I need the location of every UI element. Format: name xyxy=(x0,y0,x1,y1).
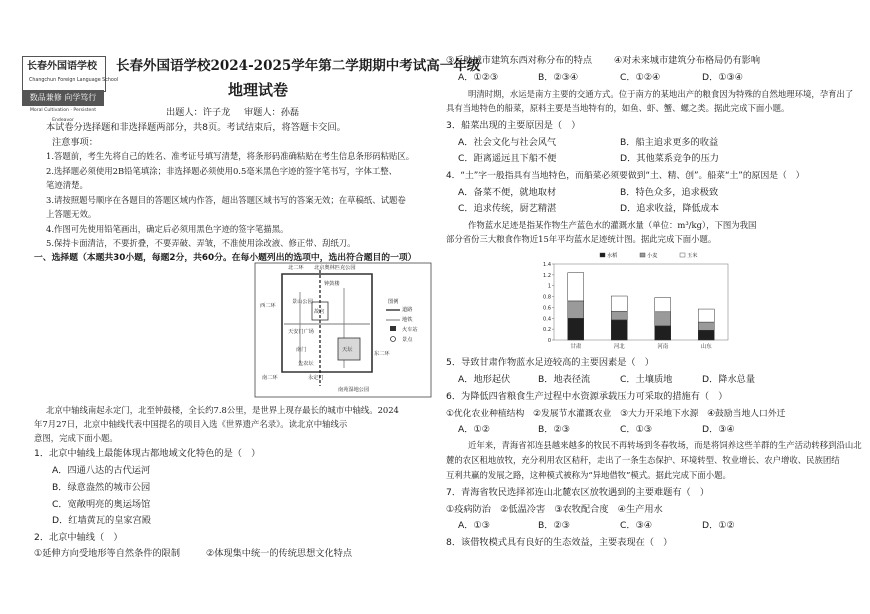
map-palace: 故宫 xyxy=(314,309,325,315)
q5-stem: 5．导致甘肃作物蓝水足迹较高的主要因素是（ ） xyxy=(446,357,654,368)
passage1-line: 意图，完成下面小题。 xyxy=(34,433,118,443)
note-line: 4.作图可先使用铅笔画出，确定后必须用黑色字迹的签字笔描黑。 xyxy=(46,224,289,234)
map-nanyuan: 南苑湿地公园 xyxy=(338,387,370,393)
bar-segment xyxy=(698,330,714,340)
x-tick-label: 甘肃 xyxy=(570,344,582,350)
map-olympic-park: 北京奥林匹克公园 xyxy=(314,265,356,271)
legend-swatch xyxy=(640,253,645,257)
y-tick-label: 1.4 xyxy=(543,262,551,268)
map-jingshan: 景山公园 xyxy=(292,299,313,305)
bar-segment xyxy=(568,273,584,301)
q1-option: D．红墙黄瓦的皇家宫殿 xyxy=(52,515,151,526)
logo-slogan: 数品兼修 向学笃行 xyxy=(22,90,104,106)
bar-segment xyxy=(611,296,627,311)
q2-option: A．①②③ xyxy=(458,72,499,83)
q6-items: ①优化农业种植结构 ②发展节水灌溉农业 ③大力开采地下水源 ④鼓励当地人口外迁 xyxy=(446,409,786,419)
subject-title: 地理试卷 xyxy=(228,81,289,99)
exam-title: 长春外国语学校2024-2025学年第二学期期中考试高一年级 xyxy=(116,58,481,74)
legend-label: 水稻 xyxy=(607,253,618,259)
reviewer-name: 审题人：孙磊 xyxy=(244,107,300,118)
legend-swatch xyxy=(600,253,605,257)
bar-segment xyxy=(611,311,627,320)
y-tick-label: 0.8 xyxy=(543,294,551,301)
q3-option: C．距离遥远且下船不便 xyxy=(458,153,557,164)
q4-option: A．备菜不便，就地取材 xyxy=(458,187,557,198)
map-yongdingmen: 永定门 xyxy=(308,375,324,381)
q4-stem: 4．“土”字一般指具有当地特色，而船菜必须要做到“土、精、创”。船菜“土”的原因是（ ） xyxy=(446,171,805,181)
map-bell-tower: 钟鼓楼 xyxy=(324,281,340,287)
passage2-line: 明清时期，水运是南方主要的交通方式。位于南方的某地出产的粮食因为特殊的自然地理环境，孕育出了 xyxy=(468,89,854,99)
map-xiannongtan: 先农坛 xyxy=(298,361,314,367)
passage1-line: 年7月27日，北京中轴线代表中国提名的项目入选《世界遗产名录》。读北京中轴线示 xyxy=(34,419,348,429)
y-tick-label: 0.2 xyxy=(543,327,551,334)
map-tiananmen: 天安门广场 xyxy=(288,329,314,335)
setter-name: 出题人：许子龙 xyxy=(166,107,231,118)
q2-option: D．①③④ xyxy=(702,72,743,83)
q1-option: A．四通八达的古代运河 xyxy=(52,465,151,476)
q7-option: B．②③ xyxy=(538,520,570,531)
q2-option: B．②③④ xyxy=(538,72,579,83)
q3-stem: 3．船菜出现的主要原因是（ ） xyxy=(446,120,581,131)
q4-option: D．追求收益，降低成本 xyxy=(620,203,719,214)
q5-option: A．地形起伏 xyxy=(458,374,511,385)
legend-metro: 地铁 xyxy=(402,317,413,323)
legend-label: 小麦 xyxy=(647,253,658,259)
passage4-line: 麓的农区租地放牧，充分利用农区秸秆，走出了一条生态保护、环境转型、牧业增长、农户增收、民族团结 xyxy=(446,455,840,465)
bar-segment xyxy=(655,312,671,326)
y-tick-label: 1.2 xyxy=(543,272,551,279)
legend-station: 火车站 xyxy=(402,327,418,333)
passage1-line: 北京中轴线南起永定门，北至钟鼓楼，全长约7.8公里，是世界上现存最长的城市中轴线。2024 xyxy=(46,405,399,415)
q2-item: ③反映城市建筑东西对称分布的特点 xyxy=(446,55,593,66)
q7-option: C．③④ xyxy=(620,520,653,531)
q6-option: B．②③ xyxy=(538,424,570,435)
q6-stem: 6．为降低四省粮食生产过程中水资源承载压力可采取的措施有（ ） xyxy=(446,391,728,402)
map-south-ring: 南二环 xyxy=(262,375,278,381)
q1-option: B．绿意盎然的城市公园 xyxy=(52,482,151,493)
x-tick-label: 河南 xyxy=(657,344,669,350)
bar-segment xyxy=(568,318,584,340)
blue-water-footprint-chart xyxy=(538,248,734,360)
q4-option: B．特色众多，追求极致 xyxy=(620,187,719,198)
q1-option: C．宽敞明亮的奥运场馆 xyxy=(52,499,151,510)
bar-segment xyxy=(568,301,584,318)
x-tick-label: 河北 xyxy=(613,344,625,350)
q2-item: ④对未来城市建筑分布格局仍有影响 xyxy=(614,55,761,66)
q5-option: C．土壤质地 xyxy=(620,374,673,385)
q2-item: ②体现集中统一的传统思想文化特点 xyxy=(206,548,353,559)
logo-name: 长春外国语学校 xyxy=(27,61,97,72)
x-tick-label: 山东 xyxy=(700,344,712,350)
y-tick-label: 1 xyxy=(547,283,551,290)
passage2-line: 具有当地特色的船菜，原料主要是当地特有的，如鱼、虾、蟹、螺之类。据此完成下面小题。 xyxy=(446,103,790,113)
note-line: 3.请按照题号顺序在各题目的答题区域内作答，超出答题区域书写的答案无效；在草稿纸、试题卷 xyxy=(46,195,406,205)
q8-stem: 8．该借牧模式具有良好的生态效益，主要表现在（ ） xyxy=(446,537,673,548)
legend-swatch xyxy=(680,253,685,257)
q3-option: D．其他菜系竞争的压力 xyxy=(620,153,719,164)
bar-segment xyxy=(611,320,627,340)
map-west-ring: 西二环 xyxy=(260,303,276,309)
q7-items: ①疫病防治 ②低温冷害 ③农牧配合度 ④生产用水 xyxy=(446,504,663,515)
q5-option: B．地表径流 xyxy=(538,374,591,385)
note-line: 1.答题前，考生先将自己的姓名、准考证号填写清楚，将条形码准确粘贴在考生信息条形码粘贴区。 xyxy=(46,151,415,161)
note-line: 2.选择题必须使用2B铅笔填涂；非选择题必须使用0.5毫米黑色字迹的签字笔书写，字体工整、 xyxy=(46,166,398,176)
bar-segment xyxy=(655,298,671,312)
q6-option: C．①③ xyxy=(620,424,653,435)
q3-option: A．社会文化与社会风气 xyxy=(458,137,557,148)
q2-option: C．①②④ xyxy=(620,72,661,83)
bar-segment xyxy=(698,322,714,330)
q7-option: D．①② xyxy=(702,520,735,531)
logo-en: Changchun Foreign Language School xyxy=(29,78,119,83)
q7-option: A．①③ xyxy=(458,520,490,531)
section-heading: 一、选择题（本题共30小题，每题2分，共60分。在每小题列出的选项中，选出符合题目的一项） xyxy=(34,253,417,263)
legend-road: 道路 xyxy=(402,307,413,313)
map-south-gate: 南门 xyxy=(296,347,307,353)
passage3-line: 部分省份三大粮食作物近15年平均蓝水足迹统计图。据此完成下面小题。 xyxy=(446,234,717,244)
y-tick-label: 0.4 xyxy=(543,316,551,323)
q2-stem: 2．北京中轴线（ ） xyxy=(34,532,123,543)
q3-option: B．船主追求更多的收益 xyxy=(620,137,719,148)
legend-sight: 景点 xyxy=(402,337,413,343)
bar-segment xyxy=(698,309,714,322)
q5-option: D．降水总量 xyxy=(702,374,756,385)
q6-option: D．③④ xyxy=(702,424,735,435)
map-legend-title: 图例 xyxy=(388,299,399,305)
school-logo xyxy=(22,56,119,92)
note-line: 笔迹清楚。 xyxy=(46,180,88,190)
notes-title: 注意事项： xyxy=(52,137,98,148)
passage4-line: 近年来，青海省祁连县越来越多的牧民不再转场到冬春牧场，而是将饲养这些羊群的生产活动转移到沿山北 xyxy=(468,440,862,450)
passage3-line: 作物蓝水足迹是指某作物生产蓝色水的灌溉水量（单位：m³/kg），下图为我国 xyxy=(468,220,757,230)
q4-option: C．追求传统，厨艺精湛 xyxy=(458,203,557,214)
passage4-line: 互利共赢的发展之路，这种模式被称为“异地借牧”模式。据此完成下面小题。 xyxy=(446,470,731,480)
map-east-ring: 东二环 xyxy=(374,351,390,357)
logo-motto: Moral Cultivation · Persistent Endeavor xyxy=(29,108,97,123)
y-tick-label: 0 xyxy=(547,338,551,344)
note-line: 5.保持卡面清洁，不要折叠，不要弄破、弄皱，不准使用涂改液、修正带、刮纸刀。 xyxy=(46,238,356,248)
intro-text: 本试卷分选择题和非选择题两部分，共8页。考试结束后，将答题卡交回。 xyxy=(46,122,346,133)
map-tiantan: 天坛 xyxy=(342,347,353,353)
y-tick-label: 0.6 xyxy=(543,305,551,312)
bar-segment xyxy=(655,326,671,340)
map-north-ring: 北二环 xyxy=(288,265,304,271)
q2-item: ①延伸方向受地形等自然条件的限制 xyxy=(34,548,181,559)
q7-stem: 7．青海省牧民选择祁连山北麓农区放牧遇到的主要难题有（ ） xyxy=(446,487,710,498)
note-line: 上答题无效。 xyxy=(46,209,97,219)
q1-stem: 1．北京中轴线上最能体现古都地域文化特色的是（ ） xyxy=(34,448,261,459)
legend-label: 玉米 xyxy=(687,253,698,259)
q6-option: A．①② xyxy=(458,424,490,435)
beijing-axis-map xyxy=(254,262,432,398)
